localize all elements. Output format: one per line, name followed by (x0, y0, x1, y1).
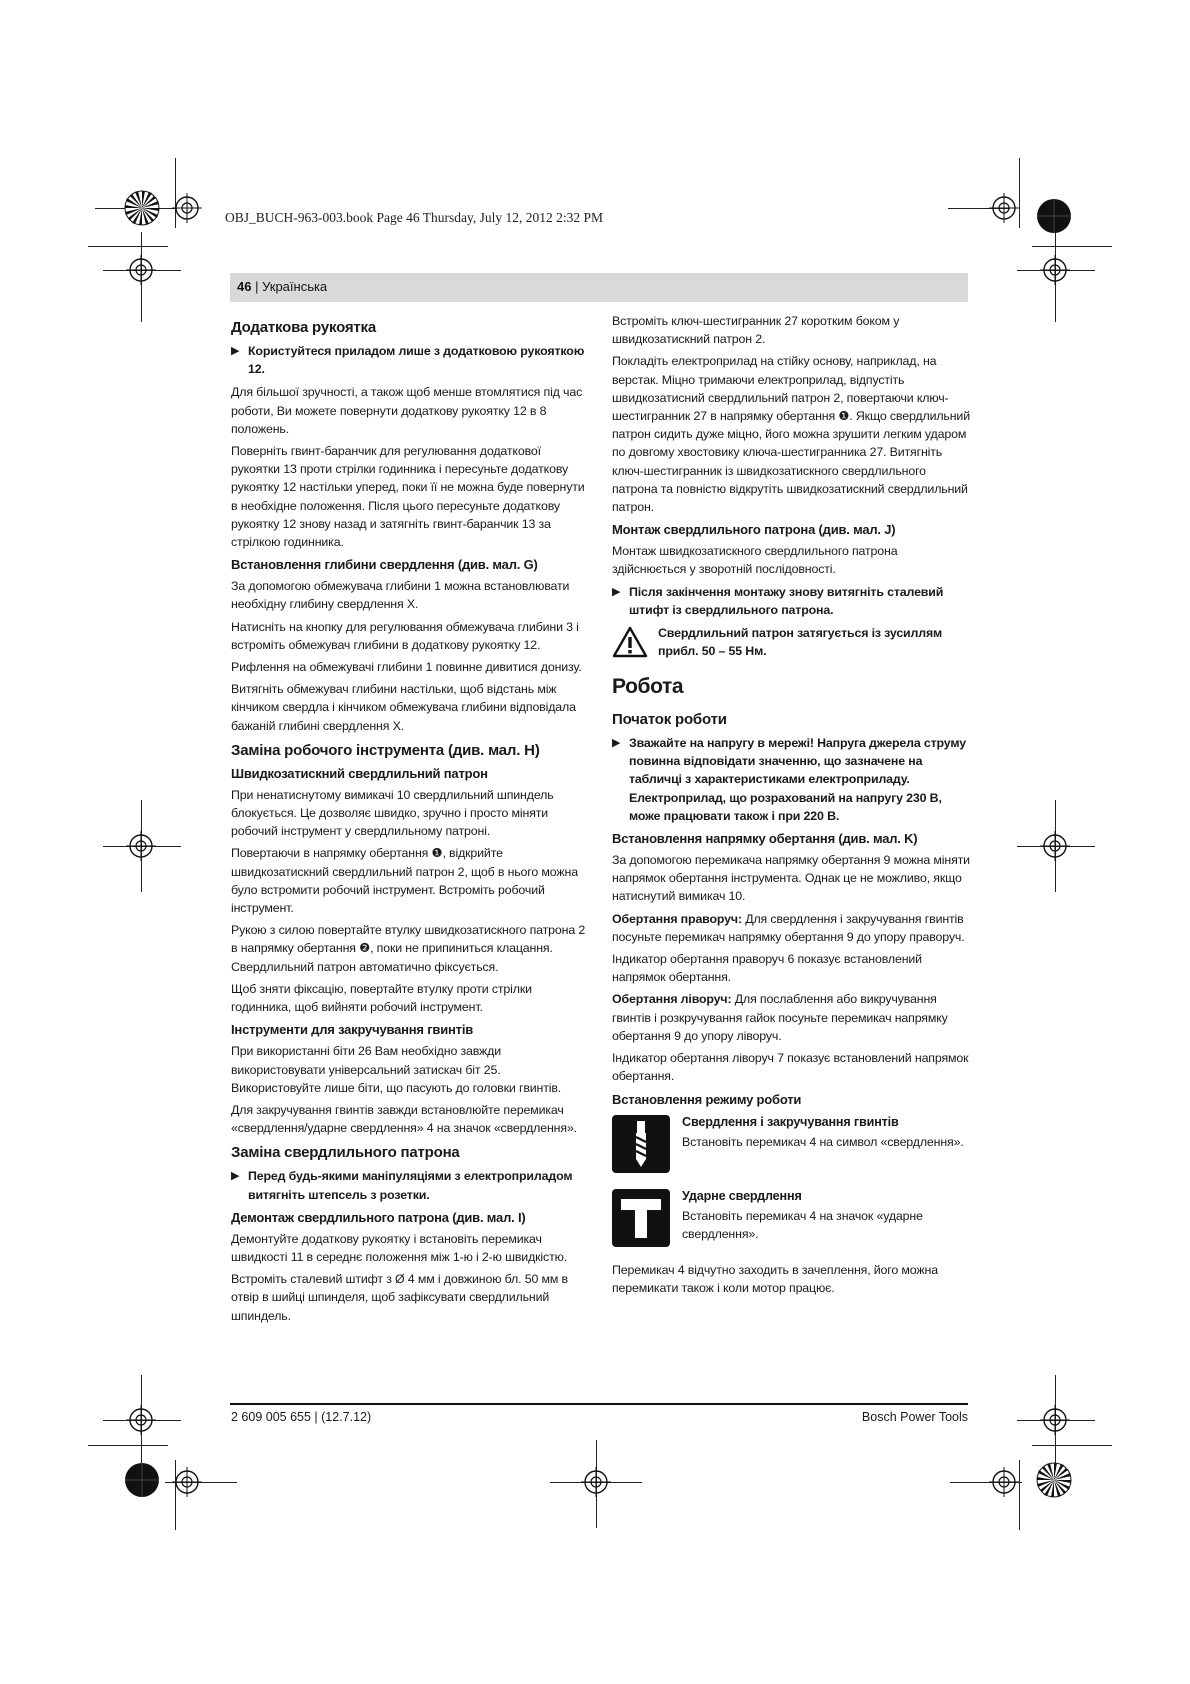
registration-target-icon (989, 193, 1019, 223)
drill-bit-icon (612, 1115, 670, 1173)
heading-chuck-change: Заміна свердлильного патрона (231, 1144, 460, 1162)
bullet-text: Користуйтеся приладом лише з додатковою рукояткою 12. (248, 344, 585, 377)
registration-target-icon (172, 1467, 202, 1497)
hammer-icon (612, 1189, 670, 1247)
bullet-text: Перед будь-якими маніпуляціями з електроприладом витягніть штепсель з розетки. (248, 1169, 573, 1202)
footer-rule (230, 1403, 968, 1405)
heading-mode: Встановлення режиму роботи (612, 1091, 802, 1107)
warning-torque (612, 624, 970, 662)
paragraph: Покладіть електроприлад на стійку основу, наприклад, на верстак. Міцно тримаючи електроприлад, відпустіть швидкозатисний свердлильний патрон 2, повертаючи ключ-шестигранник 27 в напрямку обертання ❶. Якщо свердлильний патрон сидить дуже міцно, його можна зрушити легким ударом по довгому хвостовику ключа-шестигранника 27. Витягніть ключ-шестигранник із швидкозатискного свердлильного патрона та повністю відкрутіть швидкозатискний свердлильний патрон. (612, 354, 970, 515)
bullet-triangle-icon: ▶ (612, 585, 621, 598)
bullet-aux-handle (231, 342, 589, 378)
paragraph (612, 910, 970, 946)
footer-brand: Bosch Power Tools (861, 1410, 968, 1424)
page-number: 46 (237, 279, 252, 294)
paragraph: Демонтуйте додаткову рукоятку і встановіть перемикач швидкості 11 в середнє положення між 1-ю і 2-ю швидкістю. (231, 1231, 568, 1264)
solid-target-icon (124, 1462, 160, 1498)
bullet-triangle-icon: ▶ (612, 737, 621, 750)
paragraph: Встроміть ключ-шестигранник 27 коротким боком у швидкозатискний патрон 2. (612, 314, 900, 347)
registration-target-icon (172, 193, 202, 223)
paragraph: Монтаж швидкозатискного свердлильного патрона здійснюється у зворотній послідовності. (612, 544, 898, 577)
lead-right-rotation: Обертання праворуч: (612, 911, 742, 926)
paragraph: За допомогою перемикача напрямку обертання 9 можна міняти напрямок обертання інструмента. Однак це не можливо, якщо натиснутий вимикач 10. (612, 853, 970, 904)
heading-keyless-chuck: Швидкозатискний свердлильний патрон (231, 765, 488, 781)
bullet-triangle-icon: ▶ (231, 1170, 240, 1183)
bullet-triangle-icon: ▶ (231, 345, 240, 357)
heading-start: Початок роботи (612, 711, 727, 729)
paragraph: Для закручування гвинтів завжди встановлюйте перемикач «свердлення/ударне свердлення» 4 на значок «свердлення». (231, 1102, 577, 1136)
mode-drilling (612, 1113, 970, 1173)
paragraph-text: Для свердлення і закручування гвинтів посуньте перемикач напрямку обертання 9 до упору праворуч. (612, 911, 965, 944)
mode-text: Встановіть перемикач 4 на значок «ударне свердлення». (682, 1208, 923, 1241)
paragraph: Перемикач 4 відчутно заходить в зачеплення, його можна перемикати також і коли мотор працює. (612, 1262, 938, 1295)
registration-target-icon (989, 1467, 1019, 1497)
bullet-text: Після закінчення монтажу знову витягніть сталевий штифт із свердлильного патрона. (629, 584, 944, 617)
paragraph: За допомогою обмежувача глибини 1 можна встановлювати необхідну глибину свердлення X. (231, 579, 570, 612)
registration-target-icon (126, 1405, 156, 1435)
registration-target-icon (1040, 255, 1070, 285)
star-target-icon (124, 190, 160, 226)
registration-target-icon (581, 1467, 611, 1497)
paragraph: Рифлення на обмежувачі глибини 1 повинне дивитися донизу. (231, 660, 582, 675)
mode-impact (612, 1187, 970, 1247)
bullet-remove-pin (612, 583, 970, 619)
paragraph: Витягніть обмежувач глибини настільки, щоб відстань між кінчиком свердла і кінчиком обмежувача глибини відповідала бажаній глибині свердлення X. (231, 682, 576, 733)
paragraph: Встроміть сталевий штифт з Ø 4 мм і довжиною бл. 50 мм в отвір в шийці шпинделя, щоб зафіксувати свердлильний шпиндель. (231, 1272, 568, 1323)
star-target-icon (1036, 1462, 1072, 1498)
paragraph-text: Для послаблення або викручування гвинтів і розкручування гайок посуньте перемикач напрямку обертання 9 до упору ліворуч. (612, 992, 948, 1043)
paragraph: Поверніть гвинт-баранчик для регулювання додаткової рукоятки 13 проти стрілки годинника і пересуньте додаткову рукоятку 12 настільки уперед, поки її не можна буде повернути в необхідне положення. Після цього пересуньте додаткову рукоятку 12 знову назад и затягніть гвинт-баранчик 13 за стрілкою годинника. (231, 444, 585, 550)
warning-triangle-icon (612, 626, 648, 658)
mode-text: Встановіть перемикач 4 на символ «свердлення». (682, 1134, 964, 1149)
registration-target-icon (126, 255, 156, 285)
heading-operation: Робота (612, 675, 684, 699)
page-header (230, 273, 968, 302)
solid-target-icon (1036, 198, 1072, 234)
paragraph: При ненатиснутому вимикачі 10 свердлильний шпиндель блокується. Це дозволяє швидко, зручно і просто міняти робочий інструмент у свердлильному патроні. (231, 787, 554, 839)
paragraph: Повертаючи в напрямку обертання ❶, відкрийте швидкозатискний свердлильний патрон 2, щоб в нього можна було встромити робочий інструмент. Встроміть робочий інструмент. (231, 846, 578, 916)
paragraph: При використанні біти 26 Вам необхідно завжди використовувати універсальний затискач біт 25. Використовуйте лише біти, що пасують до головки гвинтів. (231, 1044, 562, 1095)
heading-dismount: Демонтаж свердлильного патрона (див. мал. I) (231, 1209, 526, 1225)
header-separator: | (251, 279, 263, 294)
bullet-unplug (231, 1167, 589, 1203)
heading-mount: Монтаж свердлильного патрона (див. мал. J) (612, 522, 896, 538)
bullet-voltage (612, 734, 970, 825)
heading-aux-handle: Додаткова рукоятка (231, 319, 376, 336)
paragraph: Для більшої зручності, а також щоб менше втомлятися під час роботи, Ви можете повернути додаткову рукоятку 12 в 8 положень. (231, 385, 583, 436)
heading-rotation: Встановлення напрямку обертання (див. мал. K) (612, 831, 918, 847)
print-slug: OBJ_BUCH-963-003.book Page 46 Thursday, July 12, 2012 2:32 PM (225, 210, 604, 225)
registration-target-icon (1040, 1405, 1070, 1435)
right-column (612, 312, 970, 1301)
mode-title: Ударне свердлення (682, 1188, 802, 1203)
mode-title: Свердлення і закручування гвинтів (682, 1114, 899, 1129)
heading-depth: Встановлення глибини свердлення (див. мал. G) (231, 557, 538, 573)
left-column (231, 312, 589, 1329)
paragraph: Натисніть на кнопку для регулювання обмежувача глибини 3 і встроміть обмежувач глибини в додаткову рукоятку 12. (231, 619, 579, 652)
heading-tool-change: Заміна робочого інструмента (див. мал. H) (231, 741, 540, 759)
header-text (237, 279, 327, 294)
paragraph: Індикатор обертання праворуч 6 показує встановлений напрямок обертання. (612, 952, 922, 985)
paragraph: Індикатор обертання ліворуч 7 показує встановлений напрямок обертання. (612, 1051, 969, 1084)
footer-doc-number: 2 609 005 655 | (12.7.12) (231, 1410, 372, 1424)
bullet-text: Зважайте на напругу в мережі! Напруга джерела струму повинна відповідати значенню, що зазначене на табличці з характеристиками електроприладу. Електроприлад, що розрахований на напругу 230 В, може працювати також і при 220 В. (629, 736, 966, 823)
warning-text: Свердлильний патрон затягується із зусиллям прибл. 50 – 55 Нм. (658, 626, 943, 659)
header-language: Українська (262, 279, 328, 294)
paragraph (612, 990, 970, 1045)
paragraph: Щоб зняти фіксацію, повертайте втулку проти стрілки годинника, щоб вийняти робочий інструмент. (231, 981, 532, 1015)
paragraph: Рукою з силою повертайте втулку швидкозатискного патрона 2 в напрямку обертання ❷, поки не припиниться клацання. Свердлильний патрон автоматично фіксується. (231, 923, 586, 974)
registration-target-icon (1040, 831, 1070, 861)
heading-screw-tools: Інструменти для закручування гвинтів (231, 1022, 474, 1038)
registration-target-icon (126, 831, 156, 861)
lead-left-rotation: Обертання ліворуч: (612, 992, 732, 1007)
